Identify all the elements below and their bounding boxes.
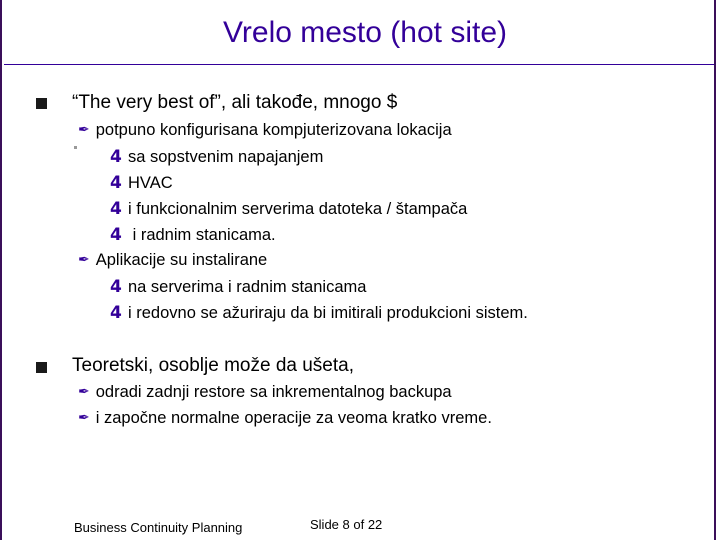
bullet-2-text: Teoretski, osoblje može da ušeta, <box>72 355 354 376</box>
artifact-dot <box>74 146 77 149</box>
footer-title: Business Continuity Planning <box>74 520 243 535</box>
sub-bullet-1 <box>78 121 452 140</box>
sub-bullet-3 <box>78 383 452 402</box>
list-item-text: sa sopstvenim napajanjem <box>128 148 324 166</box>
sub-bullet-2-text: Aplikacije su instalirane <box>95 251 268 269</box>
list-item-text: i funkcionalnim serverima datoteka / štampača <box>128 200 468 218</box>
list-item-text: i radnim stanicama. <box>128 226 276 244</box>
slide-title: Vrelo mesto (hot site) <box>223 16 507 49</box>
list-item-text: HVAC <box>128 174 173 192</box>
checkbox-four-icon: 4 <box>110 225 122 245</box>
list-item-text: i redovno se ažuriraju da bi imitirali produkcioni sistem. <box>128 304 528 322</box>
pen-icon: ✒ <box>78 384 90 400</box>
list-item-text: na serverima i radnim stanicama <box>128 278 367 296</box>
checkbox-four-icon: 4 <box>110 173 122 193</box>
list-item <box>110 173 173 193</box>
square-bullet-icon <box>36 362 47 373</box>
square-bullet-icon <box>36 98 47 109</box>
sub-bullet-4 <box>78 409 492 428</box>
list-item <box>110 199 467 219</box>
title-divider <box>4 64 714 65</box>
checkbox-four-icon: 4 <box>110 147 122 167</box>
slide-number: Slide 8 of 22 <box>310 517 383 532</box>
checkbox-four-icon: 4 <box>110 199 122 219</box>
checkbox-four-icon: 4 <box>110 277 122 297</box>
sub-bullet-2 <box>78 251 267 270</box>
pen-icon: ✒ <box>78 122 90 138</box>
list-item <box>110 147 323 167</box>
sub-bullet-3-text: odradi zadnji restore sa inkrementalnog backupa <box>95 383 452 401</box>
list-item <box>110 277 366 297</box>
checkbox-four-icon: 4 <box>110 303 122 323</box>
list-item <box>110 303 528 323</box>
list-item <box>110 225 276 245</box>
sub-bullet-1-text: potpuno konfigurisana kompjuterizovana lokacija <box>95 121 452 139</box>
bullet-1-text: “The very best of”, ali takođe, mnogo $ <box>72 92 398 113</box>
sub-bullet-4-text: i započne normalne operacije za veoma kratko vreme. <box>95 409 492 427</box>
pen-icon: ✒ <box>78 252 90 268</box>
pen-icon: ✒ <box>78 410 90 426</box>
